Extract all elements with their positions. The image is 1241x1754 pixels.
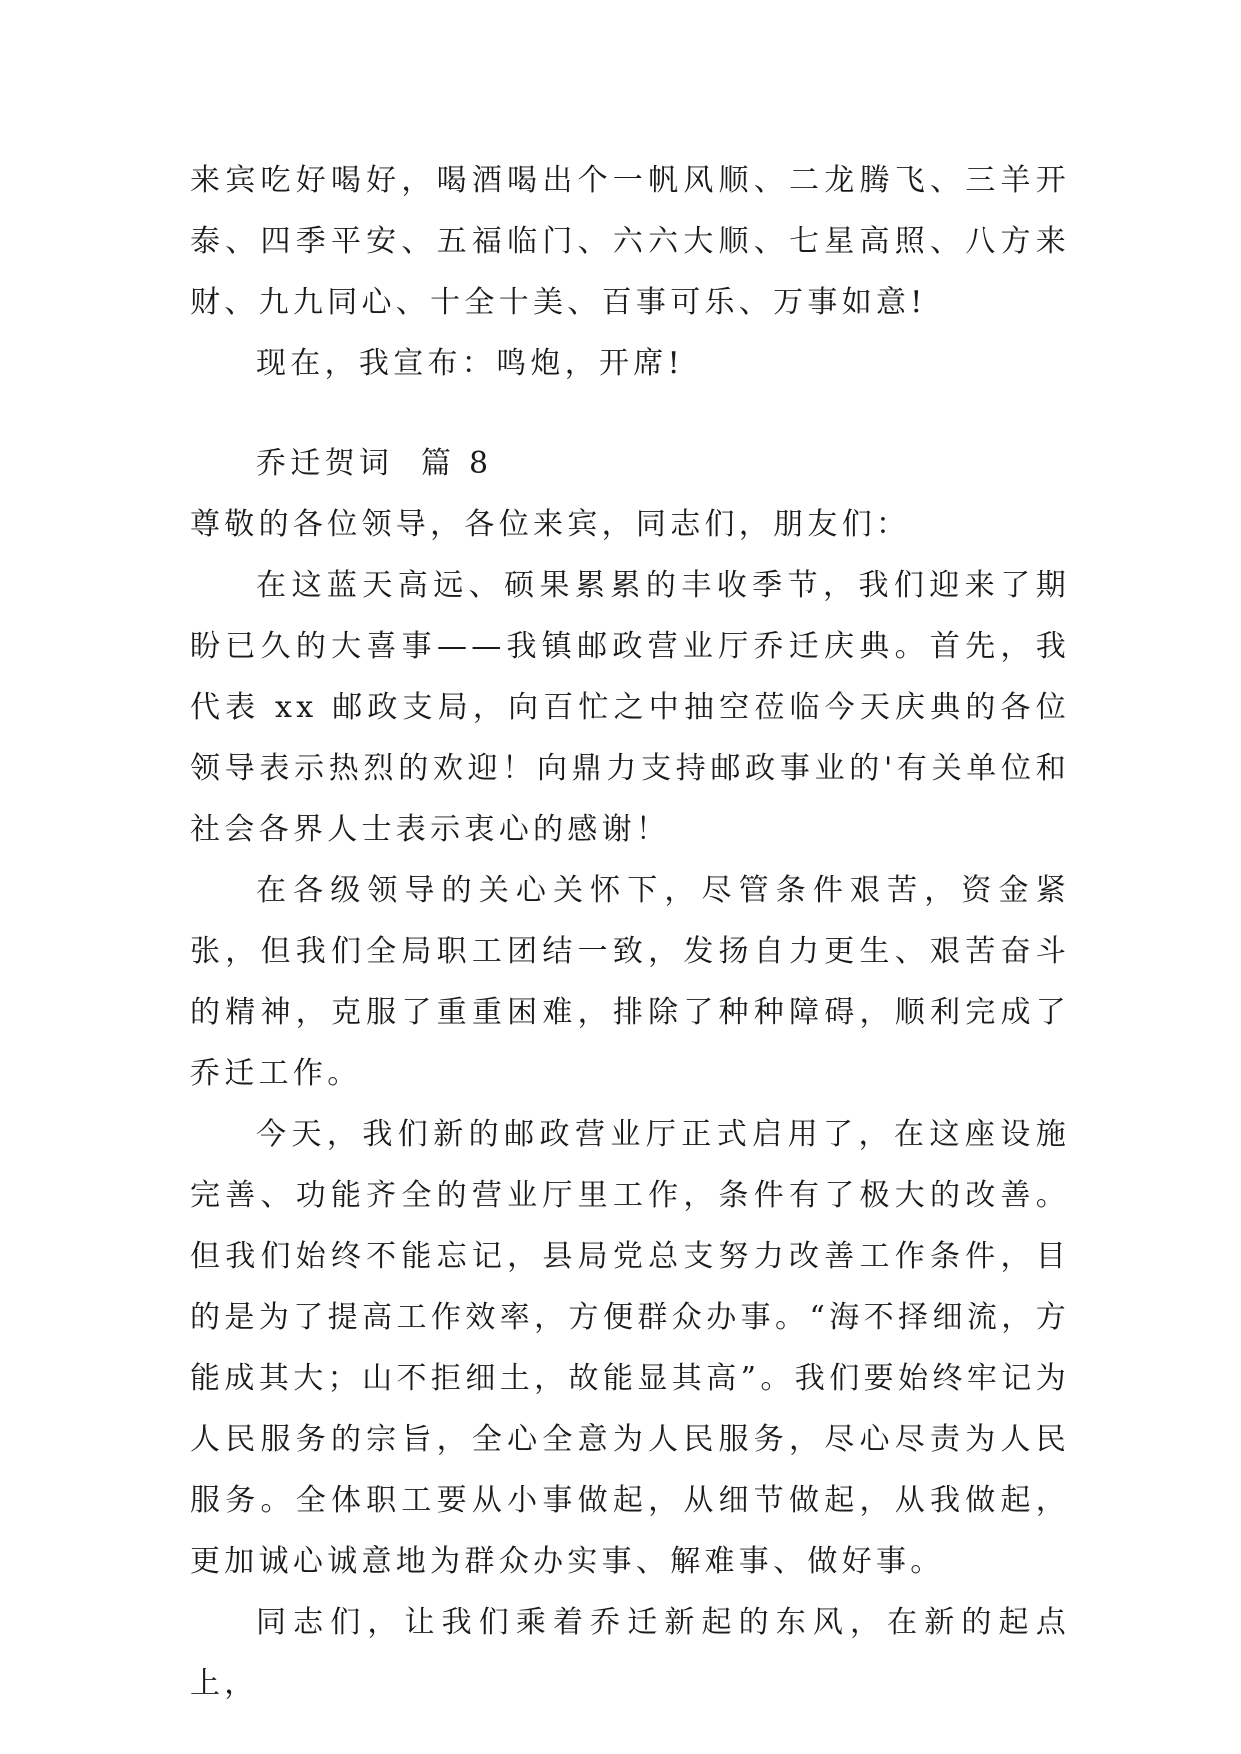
section-gap xyxy=(190,394,1070,433)
salutation: 尊敬的各位领导，各位来宾，同志们，朋友们： xyxy=(190,507,911,542)
body-paragraph-2: 在各级领导的关心关怀下，尽管条件艰苦，资金紧张，但我们全局职工团结一致，发扬自力更生、艰苦奋斗的精神，克服了重重困难，排除了种种障碍，顺利完成了乔迁工作。 xyxy=(190,873,1070,1091)
continuation-paragraph: 来宾吃好喝好，喝酒喝出个一帆风顺、二龙腾飞、三羊开泰、四季平安、五福临门、六六大顺、七星高照、八方来财、九九同心、十全十美、百事可乐、万事如意! xyxy=(190,163,1070,320)
section-title: 乔迁贺词 篇 8 xyxy=(256,446,493,481)
body-paragraph-1: 在这蓝天高远、硕果累累的丰收季节，我们迎来了期盼已久的大喜事——我镇邮政营业厅乔迁庆典。首先，我代表 xx 邮政支局，向百忙之中抽空莅临今天庆典的各位领导表示热烈的欢迎！向鼎力支持邮政事业的'有关单位和社会各界人士表示衷心的感谢！ xyxy=(190,568,1070,847)
body-paragraph-4: 同志们，让我们乘着乔迁新起的东风，在新的起点上， xyxy=(190,1605,1070,1701)
announcement-paragraph: 现在，我宣布：鸣炮，开席! xyxy=(256,346,684,381)
body-paragraph-3: 今天，我们新的邮政营业厅正式启用了，在这座设施完善、功能齐全的营业厅里工作，条件有了极大的改善。但我们始终不能忘记，县局党总支努力改善工作条件，目的是为了提高工作效率，方便群众办事。“海不择细流，方能成其大；山不拒细土，故能显其高”。我们要始终牢记为人民服务的宗旨，全心全意为人民服务，尽心尽责为人民服务。全体职工要从小事做起，从细节做起，从我做起，更加诚心诚意地为群众办实事、解难事、做好事。 xyxy=(190,1117,1070,1579)
document-page xyxy=(190,150,1070,1714)
